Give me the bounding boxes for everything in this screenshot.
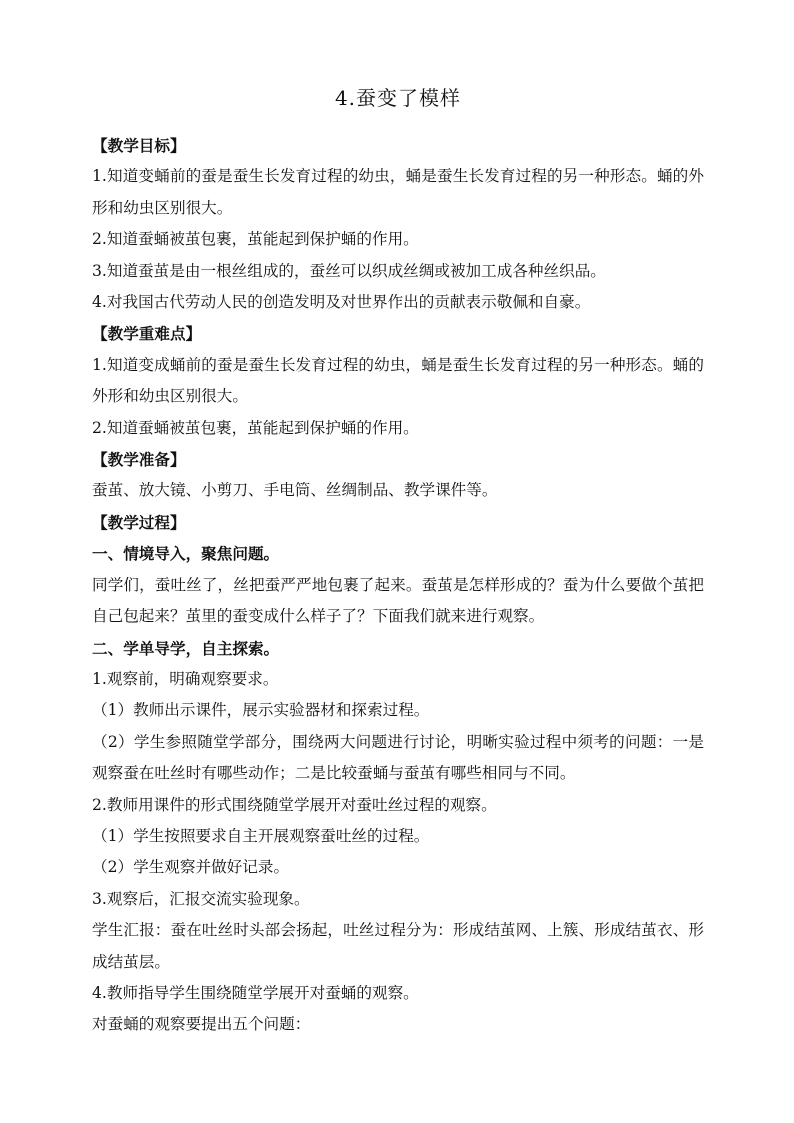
objective-2: 2.知道蚕蛹被茧包裹，茧能起到保护蛹的作用。 xyxy=(92,230,419,249)
step-1-a: （1）教师出示课件，展示实验器材和探索过程。 xyxy=(92,701,430,720)
objective-3: 3.知道蚕茧是由一根丝组成的，蚕丝可以织成丝绸或被加工成各种丝织品。 xyxy=(92,261,606,280)
section-1-text: 同学们，蚕吐丝了，丝把蚕严严地包裹了起来。蚕茧是怎样形成的？蚕为什么要做个茧把自己包起来？茧里的蚕变成什么样子了？下面我们就来进行观察。 xyxy=(92,575,704,626)
step-2-b: （2）学生观察并做好记录。 xyxy=(92,858,290,877)
heading-process: 【教学过程】 xyxy=(92,512,186,532)
step-4-text: 对蚕蛹的观察要提出五个问题： xyxy=(92,1015,311,1034)
heading-preparation: 【教学准备】 xyxy=(92,450,186,470)
step-2: 2.教师用课件的形式围绕随堂学展开对蚕吐丝过程的观察。 xyxy=(92,795,497,814)
heading-key-points: 【教学重难点】 xyxy=(92,324,202,344)
page-title: 4.蚕变了模样 xyxy=(334,86,462,110)
step-1: 1.观察前，明确观察要求。 xyxy=(92,669,279,688)
key-point-1: 1.知道变成蛹前的蚕是蚕生长发育过程的幼虫，蛹是蚕生长发育过程的另一种形态。蛹的外形和幼虫区别很大。 xyxy=(92,355,704,406)
objective-4: 4.对我国古代劳动人民的创造发明及对世界作出的贡献表示敬佩和自豪。 xyxy=(92,293,591,312)
step-2-a: （1）学生按照要求自主开展观察蚕吐丝的过程。 xyxy=(92,826,430,845)
section-2-title: 二、学单导学，自主探索。 xyxy=(92,638,280,658)
objective-1: 1.知道变蛹前的蚕是蚕生长发育过程的幼虫，蛹是蚕生长发育过程的另一种形态。蛹的外形和幼虫区别很大。 xyxy=(92,167,704,217)
section-1-title: 一、情境导入，聚焦问题。 xyxy=(92,544,280,564)
step-1-b: （2）学生参照随堂学部分，围绕两大问题进行讨论，明晰实验过程中须考的问题：一是观察蚕在吐丝时有哪些动作；二是比较蚕蛹与蚕茧有哪些相同与不同。 xyxy=(92,732,704,783)
heading-objectives: 【教学目标】 xyxy=(92,136,186,155)
key-point-2: 2.知道蚕蛹被茧包裹，茧能起到保护蛹的作用。 xyxy=(92,418,419,437)
preparation-list: 蚕茧、放大镜、小剪刀、手电筒、丝绸制品、教学课件等。 xyxy=(92,481,498,500)
step-3-report: 学生汇报：蚕在吐丝时头部会扬起，吐丝过程分为：形成结茧网、上簇、形成结茧衣、形成结茧层。 xyxy=(92,921,704,971)
step-4: 4.教师指导学生围绕随堂学展开对蚕蛹的观察。 xyxy=(92,983,419,1002)
step-3: 3.观察后，汇报交流实验现象。 xyxy=(92,889,310,908)
document-page xyxy=(92,84,704,1041)
